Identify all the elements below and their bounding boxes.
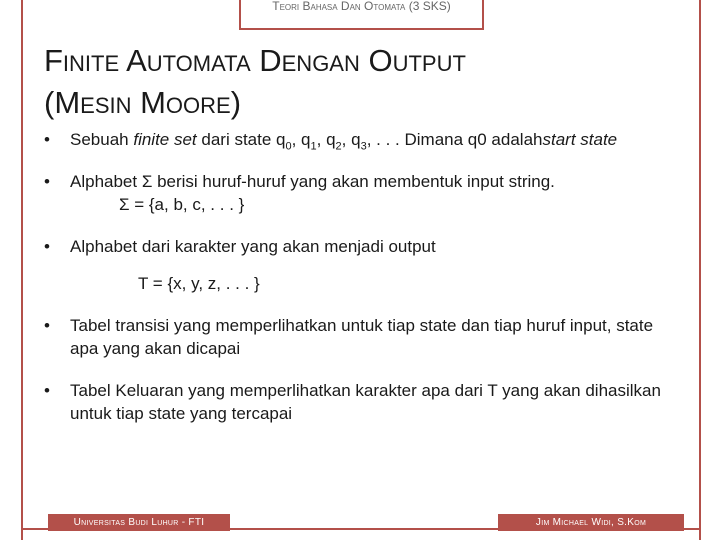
bullet-1-sub-0: 0 — [285, 140, 292, 153]
output-alphabet-definition: T = {x, y, z, . . . } — [138, 274, 260, 293]
bullet-1-sep-3: , q — [341, 130, 361, 149]
bullet-1-sep-1: , q — [291, 130, 311, 149]
bullet-dot: • — [44, 381, 50, 400]
frame-right-line — [699, 0, 701, 540]
bullet-item-4 — [44, 314, 684, 360]
bullet-1-intro: Sebuah — [70, 130, 134, 149]
bullet-item-5 — [44, 379, 684, 425]
bullet-dot: • — [44, 172, 50, 191]
bullet-1-emph: finite set — [133, 130, 197, 149]
bullet-1-sub-2: 2 — [335, 140, 342, 153]
bullet-item-3 — [44, 235, 684, 295]
bullet-4-text: Tabel transisi yang memperlihatkan untuk tiap state dan tiap huruf input, state apa yang akan dicapai — [70, 316, 654, 358]
footer-university — [48, 514, 230, 531]
footer-author-text: Jim Michael Widi, S.Kom — [535, 517, 647, 528]
bullet-1-after-emph: dari state q — [196, 130, 286, 149]
footer-author — [498, 514, 684, 531]
slide-title-line-1: Finite Automata Dengan Output — [44, 43, 466, 78]
frame-left-line — [21, 0, 23, 540]
bullet-1-sub-1: 1 — [310, 140, 317, 153]
slide-title — [44, 40, 684, 124]
bullet-item-1 — [44, 128, 684, 151]
bullet-3-text: Alphabet dari karakter yang akan menjadi output — [70, 237, 436, 256]
course-header — [239, 0, 484, 30]
bullet-1-emph-2: start state — [542, 130, 618, 149]
slide-title-line-2: (Mesin Moore) — [44, 85, 242, 120]
bullet-1-sub-3: 3 — [360, 140, 367, 153]
footer-university-text: Universitas Budi Luhur - FTI — [73, 517, 205, 528]
bullet-dot: • — [44, 130, 50, 149]
bullet-2-text: Alphabet Σ berisi huruf-huruf yang akan membentuk input string. — [70, 172, 555, 191]
bullet-dot: • — [44, 316, 50, 335]
bullet-dot: • — [44, 237, 50, 256]
sigma-definition: Σ = {a, b, c, . . . } — [119, 195, 245, 214]
slide-body — [44, 128, 684, 425]
bullet-5-text: Tabel Keluaran yang memperlihatkan karakter apa dari T yang akan dihasilkan untuk tiap state yang tercapai — [70, 381, 661, 423]
bullet-1-sep-2: , q — [316, 130, 336, 149]
course-title: Teori Bahasa Dan Otomata (3 SKS) — [272, 0, 451, 13]
bullet-1-tail: , . . . Dimana q0 adalah — [366, 130, 543, 149]
bullet-item-2 — [44, 170, 684, 216]
